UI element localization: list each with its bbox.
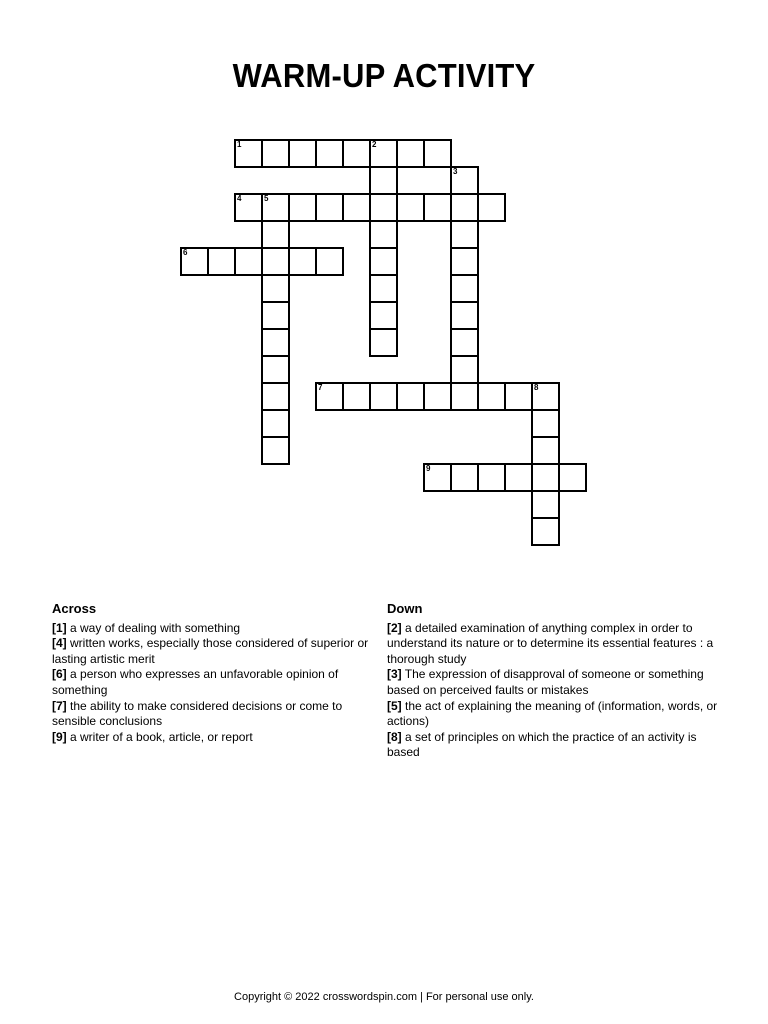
grid-cell[interactable] (423, 463, 452, 492)
down-clues (387, 601, 722, 761)
grid-cell[interactable] (558, 463, 587, 492)
grid-cell[interactable] (477, 382, 506, 411)
grid-cell[interactable] (261, 382, 290, 411)
cell-number: 9 (426, 464, 431, 473)
down-heading: Down (387, 601, 423, 616)
copyright-footer: Copyright © 2022 crosswordspin.com | For personal use only. (234, 991, 534, 1003)
grid-cell[interactable] (315, 139, 344, 168)
grid-cell[interactable] (450, 166, 479, 195)
clue-across-9: [9] a writer of a book, article, or report (52, 729, 253, 744)
grid-cell[interactable] (504, 382, 533, 411)
grid-cell[interactable] (450, 328, 479, 357)
grid-cell[interactable] (315, 247, 344, 276)
grid-cell[interactable] (504, 463, 533, 492)
grid-cell[interactable] (450, 301, 479, 330)
grid-cell[interactable] (369, 301, 398, 330)
cell-number: 3 (453, 167, 458, 176)
grid-cell[interactable] (477, 193, 506, 222)
clue-down-2: [2] a detailed examination of anything complex in order to understand its nature or to determine its essential features : a thorough study (387, 620, 714, 666)
grid-cell[interactable] (531, 436, 560, 465)
grid-cell[interactable] (369, 166, 398, 195)
clue-across-1: [1] a way of dealing with something (52, 620, 241, 635)
grid-cell[interactable] (369, 382, 398, 411)
grid-cell[interactable] (342, 139, 371, 168)
grid-cell[interactable] (369, 274, 398, 303)
grid-cell[interactable] (369, 220, 398, 249)
grid-cell[interactable] (288, 139, 317, 168)
grid-cell[interactable] (531, 517, 560, 546)
clue-down-8: [8] a set of principles on which the practice of an activity is based (387, 729, 697, 760)
grid-cell[interactable] (450, 382, 479, 411)
across-clues (52, 601, 374, 745)
grid-cell[interactable] (180, 247, 209, 276)
grid-cell[interactable] (315, 193, 344, 222)
grid-cell[interactable] (261, 220, 290, 249)
page-title: WARM-UP ACTIVITY (232, 56, 536, 95)
grid-cell[interactable] (369, 247, 398, 276)
cell-number: 7 (318, 383, 323, 392)
grid-cell[interactable] (261, 436, 290, 465)
grid-cell[interactable] (288, 193, 317, 222)
cell-number: 6 (183, 248, 188, 257)
grid-cell[interactable] (261, 247, 290, 276)
grid-cell[interactable] (369, 328, 398, 357)
grid-cell[interactable] (288, 247, 317, 276)
grid-cell[interactable] (396, 193, 425, 222)
clue-across-4: [4] written works, especially those considered of superior or lasting artistic merit (52, 636, 369, 666)
grid-cell[interactable] (261, 355, 290, 384)
grid-cell[interactable] (450, 193, 479, 222)
grid-cell[interactable] (531, 490, 560, 519)
grid-cell[interactable] (531, 463, 560, 492)
grid-cell[interactable] (261, 409, 290, 438)
grid-cell[interactable] (342, 193, 371, 222)
grid-cell[interactable] (369, 193, 398, 222)
cell-number: 5 (264, 194, 269, 203)
grid-cell[interactable] (369, 139, 398, 168)
grid-cell[interactable] (477, 463, 506, 492)
grid-cell[interactable] (450, 220, 479, 249)
grid-cell[interactable] (423, 139, 452, 168)
grid-cell[interactable] (261, 139, 290, 168)
across-heading: Across (52, 601, 97, 616)
grid-cell[interactable] (450, 274, 479, 303)
clue-down-5: [5] the act of explaining the meaning of (information, words, or actions) (387, 698, 718, 729)
grid-cell[interactable] (207, 247, 236, 276)
grid-cell[interactable] (261, 193, 290, 222)
grid-cell[interactable] (234, 139, 263, 168)
grid-cell[interactable] (531, 409, 560, 438)
clue-across-7: [7] the ability to make considered decisions or come to sensible conclusions (52, 698, 343, 729)
grid-cell[interactable] (396, 139, 425, 168)
grid-cell[interactable] (315, 382, 344, 411)
grid-cell[interactable] (261, 328, 290, 357)
clue-across-6: [6] a person who expresses an unfavorable opinion of something (52, 667, 339, 697)
grid-cell[interactable] (450, 355, 479, 384)
grid-cell[interactable] (450, 247, 479, 276)
grid-cell[interactable] (234, 247, 263, 276)
grid-cell[interactable] (531, 382, 560, 411)
cell-number: 1 (237, 140, 242, 149)
cell-number: 8 (534, 383, 539, 392)
grid-cell[interactable] (261, 301, 290, 330)
clue-down-3: [3] The expression of disapproval of someone or something based on perceived faults or mistakes (387, 667, 704, 697)
cell-number: 4 (237, 194, 242, 203)
grid-cell[interactable] (396, 382, 425, 411)
grid-cell[interactable] (450, 463, 479, 492)
grid-cell[interactable] (342, 382, 371, 411)
grid-cell[interactable] (261, 274, 290, 303)
cell-number: 2 (372, 140, 377, 149)
grid-cell[interactable] (234, 193, 263, 222)
grid-cell[interactable] (423, 193, 452, 222)
grid-cell[interactable] (423, 382, 452, 411)
